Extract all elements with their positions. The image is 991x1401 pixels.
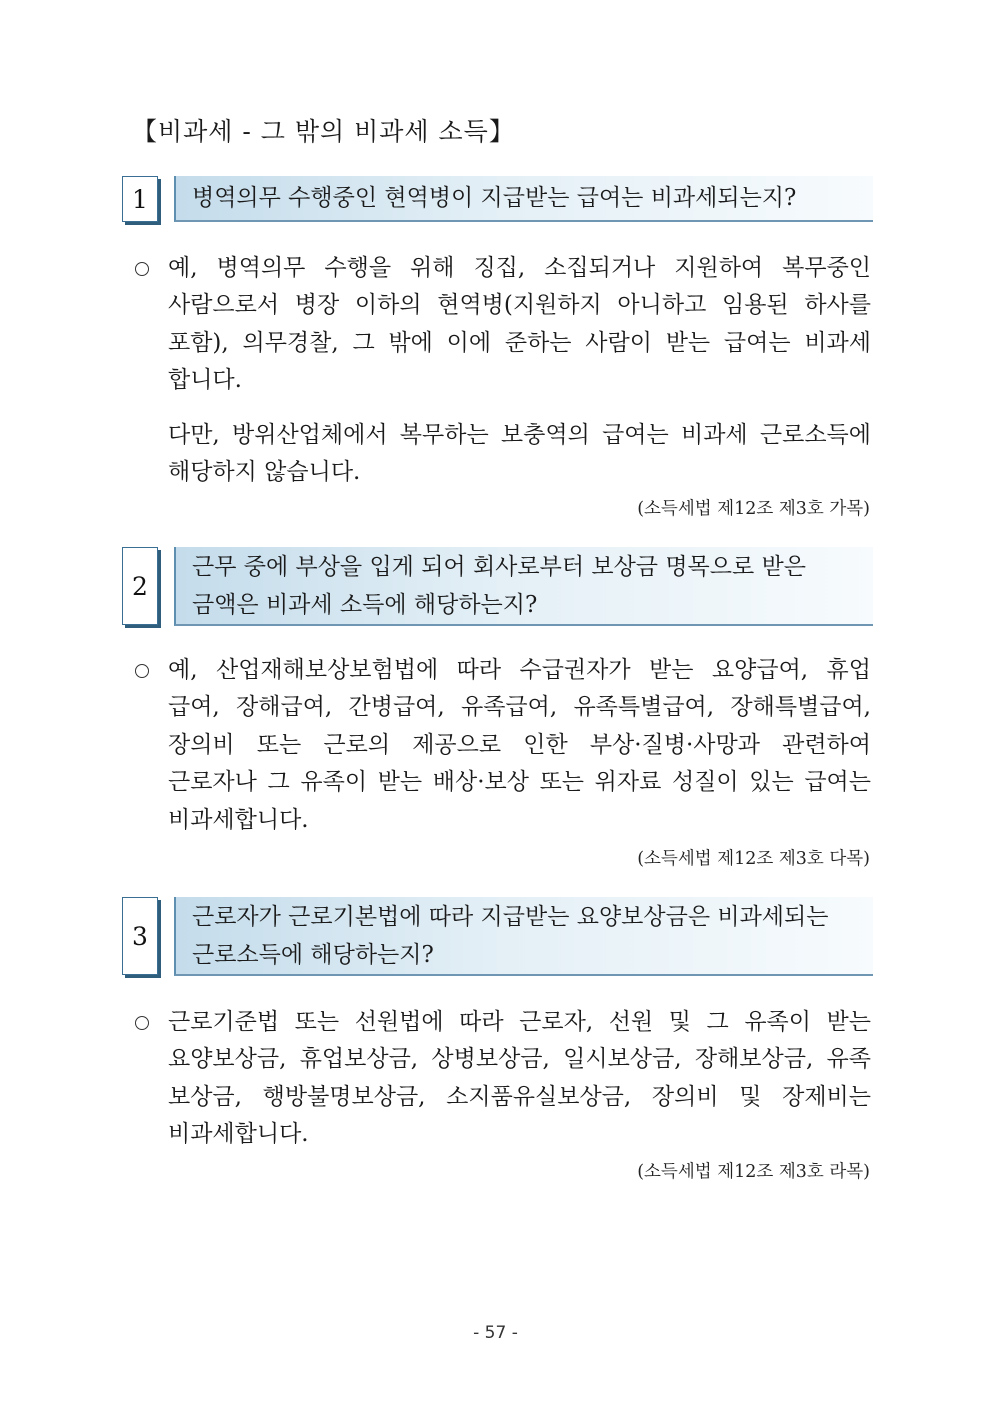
answer-line: 합니다. [168,367,242,394]
question-number-3: 3 [122,897,158,975]
answer-line: 보상금, 행방불명보상금, 소지품유실보상금, 장의비 및 장제비는 [168,1083,871,1110]
question-3-line-1: 근로자가 근로기본법에 따라 지급받는 요양보상금은 비과세되는 [192,903,829,930]
circle-bullet-icon [135,262,149,276]
circle-bullet-icon [135,1016,149,1030]
answer-line: 포함), 의무경찰, 그 밖에 이에 준하는 사람이 받는 급여는 비과세 [168,329,871,356]
circle-bullet-icon [135,664,149,678]
section-title: 【비과세 - 그 밖의 비과세 소득】 [132,117,515,146]
question-3-line-2: 근로소득에 해당하는지? [192,941,434,968]
question-1-line-1: 병역의무 수행중인 현역병이 지급받는 급여는 비과세되는지? [192,185,797,211]
answer-1-paragraph-1 [168,250,871,400]
answer-2-paragraph-1 [168,652,871,839]
page-number: - 57 - [473,1323,518,1343]
answer-line: 근로자나 그 유족이 받는 배상·보상 또는 위자료 성질이 있는 급여는 [168,769,871,796]
legal-reference-2: (소득세법 제12조 제3호 다목) [637,849,870,869]
answer-line: 예, 병역의무 수행을 위해 징집, 소집되거나 지원하여 복무중인 [168,255,871,281]
answer-line: 근로기준법 또는 선원법에 따라 근로자, 선원 및 그 유족이 받는 [168,1009,871,1035]
answer-3-paragraph-1 [168,1004,871,1154]
question-number-2: 2 [122,547,158,625]
answer-line: 예, 산업재해보상보험법에 따라 수급권자가 받는 요양급여, 휴업 [168,657,871,683]
legal-reference-1: (소득세법 제12조 제3호 가목) [637,499,870,519]
answer-line: 장의비 또는 근로의 제공으로 인한 부상·질병·사망과 관련하여 [168,731,871,758]
answer-line: 해당하지 않습니다. [168,458,361,485]
question-text-3 [174,897,873,976]
question-2-line-2: 금액은 비과세 소득에 해당하는지? [192,591,538,618]
question-2-line-1: 근무 중에 부상을 입게 되어 회사로부터 보상금 명목으로 받은 [192,553,806,580]
question-text-2 [174,547,873,626]
answer-1-paragraph-2 [168,417,871,492]
answer-1 [135,250,871,491]
answer-line: 비과세합니다. [168,806,309,833]
question-number-1: 1 [122,176,158,222]
legal-reference-3: (소득세법 제12조 제3호 라목) [637,1162,870,1182]
answer-line: 요양보상금, 휴업보상금, 상병보상금, 일시보상금, 장해보상금, 유족 [168,1046,871,1073]
answer-line: 급여, 장해급여, 간병급여, 유족급여, 유족특별급여, 장해특별급여, [168,694,871,721]
answer-line: 다만, 방위산업체에서 복무하는 보충역의 급여는 비과세 근로소득에 [168,421,871,448]
answer-line: 사람으로서 병장 이하의 현역병(지원하지 아니하고 임용된 하사를 [168,292,871,319]
question-text-1 [174,176,873,222]
answer-line: 비과세합니다. [168,1121,309,1148]
answer-2 [135,652,871,839]
answer-3 [135,1004,871,1154]
